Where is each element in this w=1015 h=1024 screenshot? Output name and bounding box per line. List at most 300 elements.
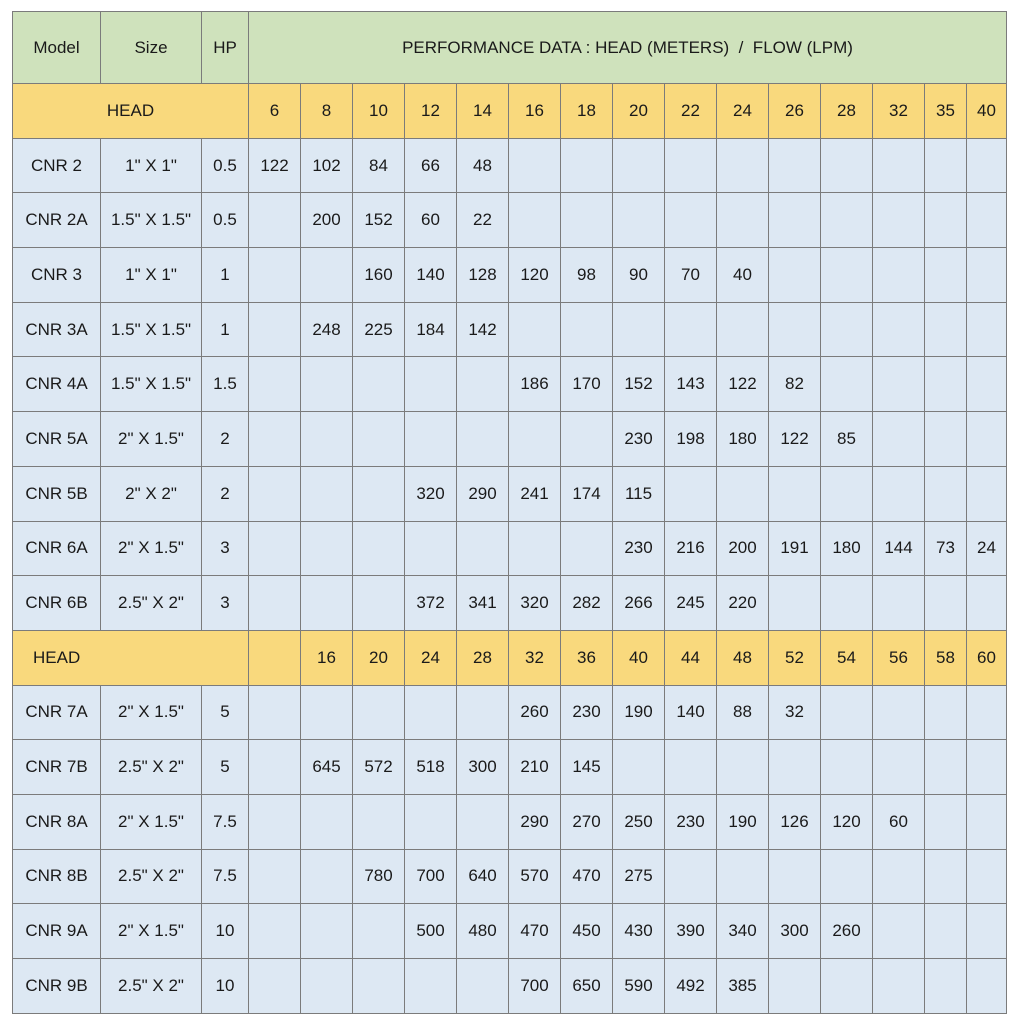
head-value-cell: 6 (249, 84, 301, 139)
flow-cell (769, 302, 821, 357)
flow-cell (925, 959, 967, 1014)
flow-cell (967, 959, 1007, 1014)
flow-cell: 590 (613, 959, 665, 1014)
hp-cell: 3 (202, 521, 249, 576)
flow-cell (249, 849, 301, 904)
flow-cell (457, 357, 509, 412)
model-cell: CNR 3 (13, 248, 101, 303)
flow-cell (457, 412, 509, 467)
flow-cell (769, 193, 821, 248)
flow-cell: 82 (769, 357, 821, 412)
table-row (13, 904, 1007, 959)
flow-cell: 470 (509, 904, 561, 959)
flow-cell (925, 466, 967, 521)
size-cell: 2.5" X 2" (101, 576, 202, 631)
head-value-cell: 44 (665, 630, 717, 685)
hp-cell: 2 (202, 412, 249, 467)
flow-cell (821, 302, 873, 357)
flow-cell: 282 (561, 576, 613, 631)
table-row (13, 193, 1007, 248)
head-value-cell: 32 (509, 630, 561, 685)
flow-cell (249, 794, 301, 849)
table-row (13, 248, 1007, 303)
model-cell: CNR 5B (13, 466, 101, 521)
flow-cell: 184 (405, 302, 457, 357)
flow-cell (405, 357, 457, 412)
flow-cell: 241 (509, 466, 561, 521)
hp-cell: 10 (202, 959, 249, 1014)
head-value-cell: 58 (925, 630, 967, 685)
flow-cell (769, 466, 821, 521)
flow-cell (353, 412, 405, 467)
head-value-cell: 48 (717, 630, 769, 685)
flow-cell (301, 959, 353, 1014)
performance-data-header: PERFORMANCE DATA : HEAD (METERS) / FLOW (LPM) (249, 12, 1007, 84)
flow-cell: 126 (769, 794, 821, 849)
table-row (13, 576, 1007, 631)
flow-cell (353, 521, 405, 576)
flow-cell: 140 (405, 248, 457, 303)
flow-cell (249, 521, 301, 576)
flow-cell: 572 (353, 740, 405, 795)
size-cell: 2" X 2" (101, 466, 202, 521)
flow-cell (665, 849, 717, 904)
table-row (13, 466, 1007, 521)
head-value-cell: 14 (457, 84, 509, 139)
flow-cell: 122 (249, 138, 301, 193)
flow-cell (509, 412, 561, 467)
flow-cell (967, 357, 1007, 412)
flow-cell (967, 138, 1007, 193)
flow-cell (301, 412, 353, 467)
flow-cell (925, 412, 967, 467)
flow-cell (873, 576, 925, 631)
flow-cell (249, 466, 301, 521)
head-value-cell: 16 (509, 84, 561, 139)
size-cell: 2" X 1.5" (101, 412, 202, 467)
hp-cell: 0.5 (202, 138, 249, 193)
flow-cell (405, 685, 457, 740)
flow-cell: 170 (561, 357, 613, 412)
flow-cell (967, 794, 1007, 849)
head-value-cell: 32 (873, 84, 925, 139)
flow-cell (821, 357, 873, 412)
flow-cell: 640 (457, 849, 509, 904)
flow-cell (925, 576, 967, 631)
flow-cell: 120 (509, 248, 561, 303)
size-cell: 2.5" X 2" (101, 740, 202, 795)
flow-cell (301, 357, 353, 412)
flow-cell: 190 (717, 794, 769, 849)
flow-cell (769, 576, 821, 631)
flow-cell (873, 959, 925, 1014)
flow-cell (613, 740, 665, 795)
flow-cell (873, 740, 925, 795)
flow-cell (353, 794, 405, 849)
flow-cell (301, 576, 353, 631)
flow-cell (769, 740, 821, 795)
head-value-cell: 40 (613, 630, 665, 685)
hp-cell: 10 (202, 904, 249, 959)
flow-cell (353, 357, 405, 412)
flow-cell: 70 (665, 248, 717, 303)
flow-cell: 102 (301, 138, 353, 193)
flow-cell: 340 (717, 904, 769, 959)
performance-table (12, 11, 1007, 1014)
flow-cell (967, 740, 1007, 795)
size-column-header: Size (101, 12, 202, 84)
flow-cell (873, 904, 925, 959)
flow-cell (821, 466, 873, 521)
flow-cell (967, 248, 1007, 303)
hp-cell: 2 (202, 466, 249, 521)
flow-cell: 128 (457, 248, 509, 303)
flow-cell (561, 412, 613, 467)
flow-cell (821, 685, 873, 740)
flow-cell: 650 (561, 959, 613, 1014)
flow-cell: 248 (301, 302, 353, 357)
model-cell: CNR 9A (13, 904, 101, 959)
flow-cell (405, 794, 457, 849)
flow-cell: 220 (717, 576, 769, 631)
table-header-row (13, 12, 1007, 84)
flow-cell: 300 (457, 740, 509, 795)
flow-cell: 73 (925, 521, 967, 576)
flow-cell: 122 (769, 412, 821, 467)
flow-cell: 142 (457, 302, 509, 357)
flow-cell: 290 (457, 466, 509, 521)
head-value-cell: 28 (821, 84, 873, 139)
flow-cell (301, 794, 353, 849)
flow-cell: 470 (561, 849, 613, 904)
flow-cell: 160 (353, 248, 405, 303)
table-row (13, 849, 1007, 904)
flow-cell: 85 (821, 412, 873, 467)
flow-cell: 260 (821, 904, 873, 959)
flow-cell: 22 (457, 193, 509, 248)
flow-cell: 40 (717, 248, 769, 303)
head-value-cell: 36 (561, 630, 613, 685)
flow-cell (873, 466, 925, 521)
head-values-row (13, 84, 1007, 139)
flow-cell: 90 (613, 248, 665, 303)
flow-cell (925, 794, 967, 849)
flow-cell (821, 959, 873, 1014)
table-row (13, 521, 1007, 576)
flow-cell (925, 740, 967, 795)
flow-cell: 120 (821, 794, 873, 849)
flow-cell: 341 (457, 576, 509, 631)
flow-cell (967, 849, 1007, 904)
flow-cell: 570 (509, 849, 561, 904)
table-row (13, 138, 1007, 193)
flow-cell: 32 (769, 685, 821, 740)
size-cell: 2" X 1.5" (101, 685, 202, 740)
flow-cell (769, 849, 821, 904)
table-row (13, 685, 1007, 740)
flow-cell: 152 (613, 357, 665, 412)
flow-cell (613, 138, 665, 193)
flow-cell: 320 (509, 576, 561, 631)
flow-cell (249, 357, 301, 412)
flow-cell: 230 (613, 521, 665, 576)
flow-cell: 320 (405, 466, 457, 521)
head-label: HEAD (13, 84, 249, 139)
flow-cell (769, 959, 821, 1014)
flow-cell (665, 466, 717, 521)
flow-cell (821, 248, 873, 303)
flow-cell (457, 959, 509, 1014)
head-value-cell: 52 (769, 630, 821, 685)
hp-cell: 1 (202, 302, 249, 357)
model-cell: CNR 7A (13, 685, 101, 740)
flow-cell: 780 (353, 849, 405, 904)
flow-cell (821, 193, 873, 248)
flow-cell: 645 (301, 740, 353, 795)
flow-cell: 143 (665, 357, 717, 412)
size-cell: 1.5" X 1.5" (101, 193, 202, 248)
flow-cell (665, 302, 717, 357)
flow-cell (821, 576, 873, 631)
flow-cell: 115 (613, 466, 665, 521)
flow-cell: 190 (613, 685, 665, 740)
head-value-cell: 26 (769, 84, 821, 139)
flow-cell: 48 (457, 138, 509, 193)
flow-cell (665, 193, 717, 248)
flow-cell: 480 (457, 904, 509, 959)
head-value-cell: 8 (301, 84, 353, 139)
flow-cell (301, 904, 353, 959)
flow-cell: 518 (405, 740, 457, 795)
flow-cell: 450 (561, 904, 613, 959)
model-cell: CNR 6B (13, 576, 101, 631)
flow-cell (457, 685, 509, 740)
flow-cell: 700 (405, 849, 457, 904)
flow-cell (717, 466, 769, 521)
size-cell: 2" X 1.5" (101, 794, 202, 849)
flow-cell: 270 (561, 794, 613, 849)
hp-cell: 3 (202, 576, 249, 631)
flow-cell (665, 740, 717, 795)
head-label: HEAD (13, 630, 249, 685)
flow-cell (405, 521, 457, 576)
flow-cell: 500 (405, 904, 457, 959)
flow-cell (249, 302, 301, 357)
flow-cell (561, 302, 613, 357)
flow-cell: 700 (509, 959, 561, 1014)
flow-cell (249, 740, 301, 795)
model-cell: CNR 8A (13, 794, 101, 849)
flow-cell (873, 302, 925, 357)
flow-cell (561, 193, 613, 248)
flow-cell (873, 138, 925, 193)
model-cell: CNR 7B (13, 740, 101, 795)
flow-cell (873, 849, 925, 904)
head-value-cell: 22 (665, 84, 717, 139)
hp-cell: 5 (202, 740, 249, 795)
head-value-cell: 35 (925, 84, 967, 139)
flow-cell: 290 (509, 794, 561, 849)
flow-cell (967, 412, 1007, 467)
flow-cell (457, 794, 509, 849)
flow-cell (509, 302, 561, 357)
hp-cell: 0.5 (202, 193, 249, 248)
flow-cell (457, 521, 509, 576)
flow-cell (405, 412, 457, 467)
flow-cell: 230 (561, 685, 613, 740)
flow-cell (925, 357, 967, 412)
flow-cell (717, 138, 769, 193)
flow-cell: 98 (561, 248, 613, 303)
flow-cell: 191 (769, 521, 821, 576)
flow-cell (613, 302, 665, 357)
flow-cell (821, 138, 873, 193)
flow-cell (249, 576, 301, 631)
hp-cell: 1 (202, 248, 249, 303)
head-value-cell: 54 (821, 630, 873, 685)
head-value-cell: 24 (717, 84, 769, 139)
head-value-cell: 60 (967, 630, 1007, 685)
flow-cell (301, 849, 353, 904)
model-cell: CNR 2 (13, 138, 101, 193)
flow-cell: 200 (301, 193, 353, 248)
flow-cell (249, 248, 301, 303)
flow-cell: 186 (509, 357, 561, 412)
flow-cell: 372 (405, 576, 457, 631)
flow-cell (967, 466, 1007, 521)
flow-cell (925, 138, 967, 193)
flow-cell (769, 248, 821, 303)
flow-cell: 266 (613, 576, 665, 631)
model-cell: CNR 6A (13, 521, 101, 576)
flow-cell (925, 904, 967, 959)
flow-cell: 390 (665, 904, 717, 959)
flow-cell (509, 521, 561, 576)
model-cell: CNR 4A (13, 357, 101, 412)
size-cell: 1" X 1" (101, 138, 202, 193)
head-value-cell: 20 (613, 84, 665, 139)
flow-cell (353, 466, 405, 521)
model-cell: CNR 9B (13, 959, 101, 1014)
flow-cell: 145 (561, 740, 613, 795)
flow-cell: 88 (717, 685, 769, 740)
model-cell: CNR 8B (13, 849, 101, 904)
flow-cell: 174 (561, 466, 613, 521)
flow-cell (925, 193, 967, 248)
flow-cell (353, 576, 405, 631)
head-value-cell: 56 (873, 630, 925, 685)
flow-cell (509, 138, 561, 193)
flow-cell (821, 849, 873, 904)
flow-cell: 180 (821, 521, 873, 576)
flow-cell (665, 138, 717, 193)
flow-cell: 216 (665, 521, 717, 576)
size-cell: 1" X 1" (101, 248, 202, 303)
size-cell: 2" X 1.5" (101, 521, 202, 576)
head-value-cell: 18 (561, 84, 613, 139)
hp-cell: 7.5 (202, 794, 249, 849)
model-cell: CNR 3A (13, 302, 101, 357)
flow-cell (717, 302, 769, 357)
flow-cell: 198 (665, 412, 717, 467)
table-row (13, 302, 1007, 357)
flow-cell (249, 685, 301, 740)
flow-cell (967, 685, 1007, 740)
flow-cell: 225 (353, 302, 405, 357)
flow-cell (249, 904, 301, 959)
flow-cell: 122 (717, 357, 769, 412)
flow-cell: 24 (967, 521, 1007, 576)
head-value-cell (249, 630, 301, 685)
flow-cell (353, 685, 405, 740)
flow-cell (873, 685, 925, 740)
flow-cell: 84 (353, 138, 405, 193)
flow-cell (967, 904, 1007, 959)
table-row (13, 740, 1007, 795)
hp-cell: 7.5 (202, 849, 249, 904)
flow-cell (301, 521, 353, 576)
flow-cell: 300 (769, 904, 821, 959)
flow-cell (561, 521, 613, 576)
flow-cell (967, 302, 1007, 357)
flow-cell: 60 (405, 193, 457, 248)
flow-cell: 260 (509, 685, 561, 740)
head-value-cell: 10 (353, 84, 405, 139)
model-column-header: Model (13, 12, 101, 84)
flow-cell: 230 (613, 412, 665, 467)
head-value-cell: 28 (457, 630, 509, 685)
head-value-cell: 12 (405, 84, 457, 139)
head-value-cell: 40 (967, 84, 1007, 139)
flow-cell (925, 248, 967, 303)
size-cell: 2.5" X 2" (101, 849, 202, 904)
flow-cell (561, 138, 613, 193)
flow-cell: 210 (509, 740, 561, 795)
table-row (13, 357, 1007, 412)
flow-cell (925, 849, 967, 904)
flow-cell: 245 (665, 576, 717, 631)
flow-cell (301, 248, 353, 303)
flow-cell: 60 (873, 794, 925, 849)
flow-cell (249, 959, 301, 1014)
model-cell: CNR 2A (13, 193, 101, 248)
flow-cell (873, 248, 925, 303)
flow-cell: 430 (613, 904, 665, 959)
flow-cell (509, 193, 561, 248)
flow-cell (925, 685, 967, 740)
hp-cell: 1.5 (202, 357, 249, 412)
flow-cell (717, 849, 769, 904)
flow-cell: 200 (717, 521, 769, 576)
size-cell: 2" X 1.5" (101, 904, 202, 959)
flow-cell: 66 (405, 138, 457, 193)
flow-cell (873, 357, 925, 412)
flow-cell (873, 193, 925, 248)
flow-cell (873, 412, 925, 467)
hp-cell: 5 (202, 685, 249, 740)
head-value-cell: 20 (353, 630, 405, 685)
flow-cell (821, 740, 873, 795)
flow-cell (353, 904, 405, 959)
head-value-cell: 24 (405, 630, 457, 685)
flow-cell (769, 138, 821, 193)
flow-cell (967, 193, 1007, 248)
flow-cell (249, 193, 301, 248)
size-cell: 1.5" X 1.5" (101, 302, 202, 357)
flow-cell (717, 740, 769, 795)
flow-cell: 492 (665, 959, 717, 1014)
flow-cell: 144 (873, 521, 925, 576)
